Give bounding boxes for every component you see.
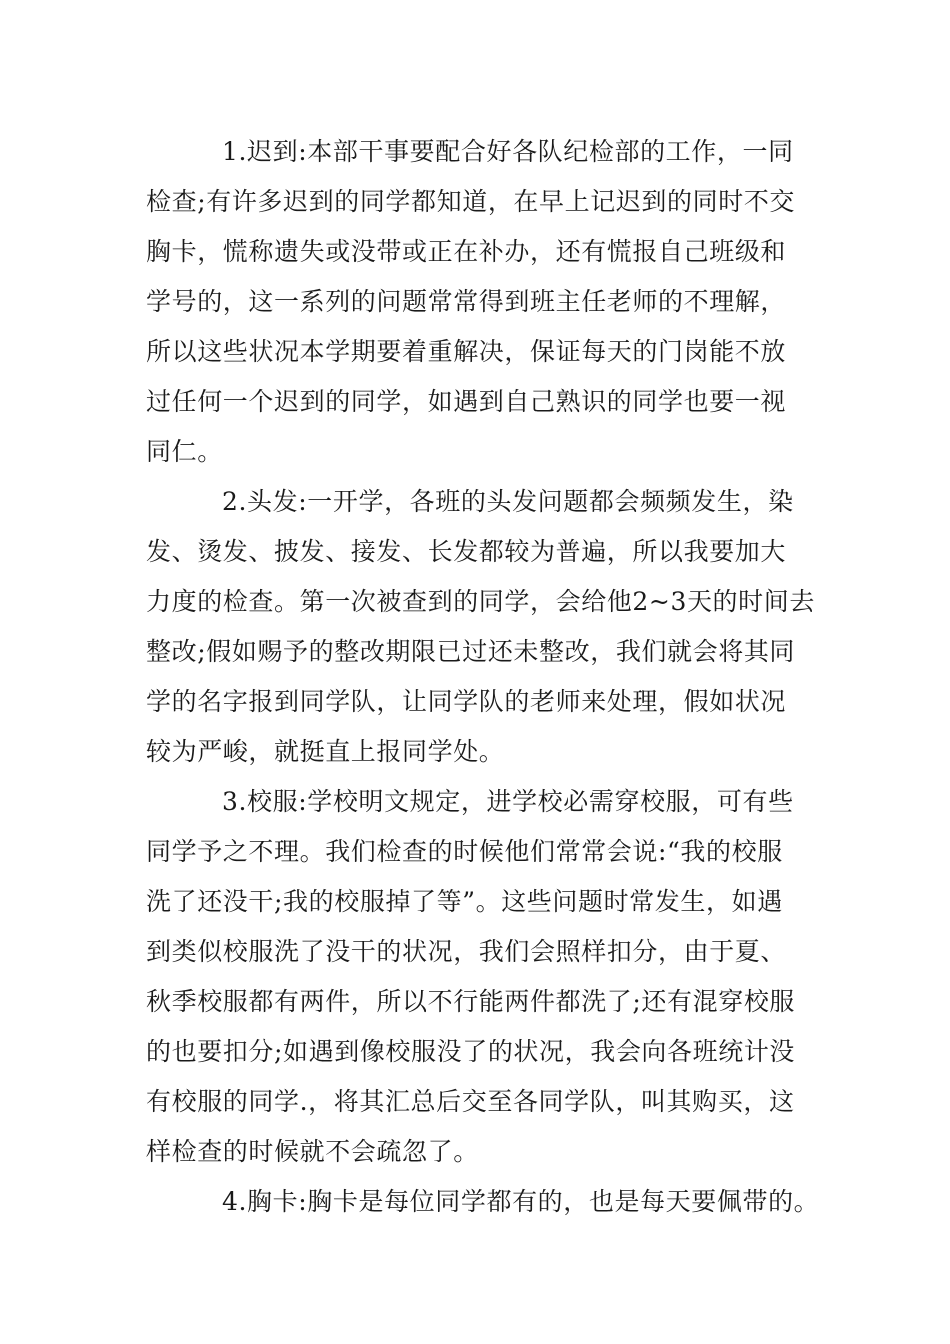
- text-line: 发、烫发、披发、接发、长发都较为普遍，所以我要加大: [146, 537, 787, 566]
- text-line: 到类似校服洗了没干的状况，我们会照样扣分，由于夏、: [146, 937, 787, 966]
- text-line: 整改;假如赐予的整改期限已过还未整改，我们就会将其同: [146, 637, 796, 666]
- text-line: 过任何一个迟到的同学，如遇到自己熟识的同学也要一视: [146, 387, 787, 416]
- text-line: 较为严峻，就挺直上报同学处。: [146, 737, 505, 766]
- text-line: 样检查的时候就不会疏忽了。: [146, 1137, 479, 1166]
- text-line: 洗了还没干;我的校服掉了等”。这些问题时常发生，如遇: [146, 887, 783, 916]
- text-line: 检查;有许多迟到的同学都知道，在早上记迟到的同时不交: [146, 187, 796, 216]
- text-line: 4.胸卡:胸卡是每位同学都有的，也是每天要佩带的。: [222, 1187, 820, 1216]
- text-line: 力度的检查。第一次被查到的同学，会给他2~3天的时间去: [146, 587, 815, 616]
- text-line: 秋季校服都有两件，所以不行能两件都洗了;还有混穿校服: [146, 987, 796, 1016]
- text-line: 2.头发:一开学，各班的头发问题都会频频发生，染: [222, 487, 794, 516]
- text-line: 3.校服:学校明文规定，进学校必需穿校服，可有些: [222, 787, 794, 816]
- text-line: 同学予之不理。我们检查的时候他们常常会说:“我的校服: [146, 837, 783, 866]
- text-line: 有校服的同学.，将其汇总后交至各同学队，叫其购买，这: [146, 1087, 795, 1116]
- text-line: 所以这些状况本学期要着重解决，保证每天的门岗能不放: [146, 337, 787, 366]
- text-line: 同仁。: [146, 437, 223, 466]
- text-line: 1.迟到:本部干事要配合好各队纪检部的工作，一同: [222, 137, 794, 166]
- text-line: 的也要扣分;如遇到像校服没了的状况，我会向各班统计没: [146, 1037, 796, 1066]
- text-line: 学号的，这一系列的问题常常得到班主任老师的不理解，: [146, 287, 787, 316]
- text-line: 胸卡，慌称遗失或没带或正在补办，还有慌报自己班级和: [146, 237, 787, 266]
- text-line: 学的名字报到同学队，让同学队的老师来处理，假如状况: [146, 687, 787, 716]
